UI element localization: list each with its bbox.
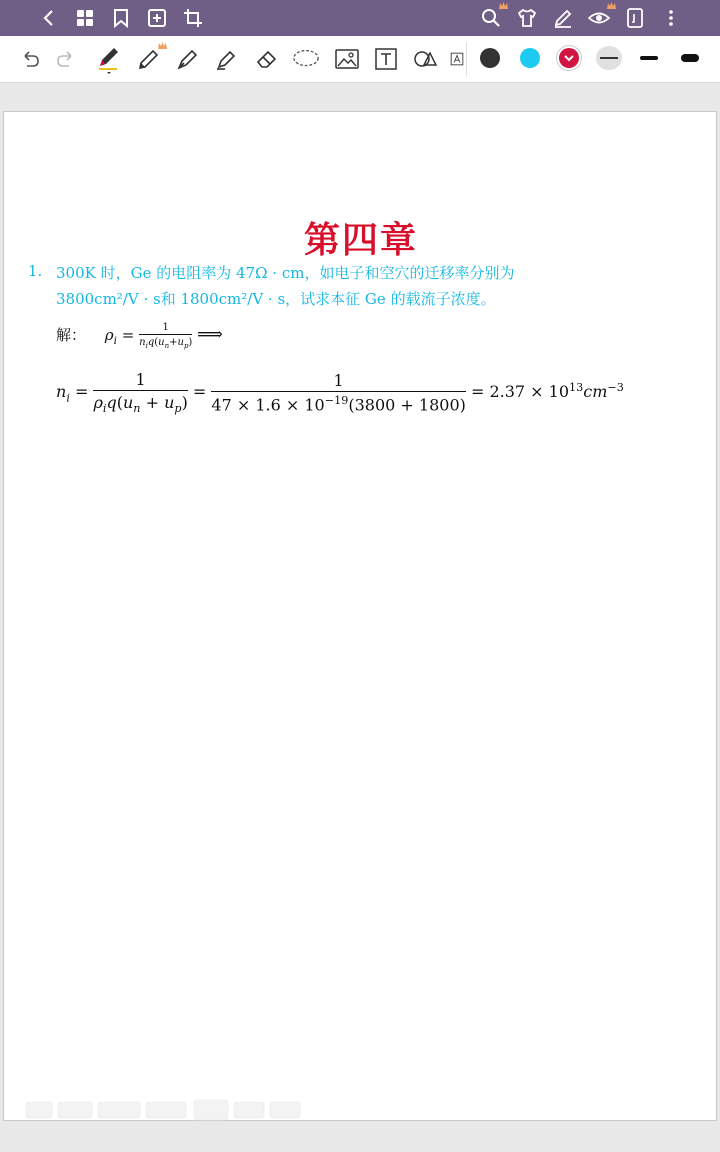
color-swatch-red-selected[interactable] <box>559 48 579 68</box>
crop-icon[interactable] <box>180 5 206 31</box>
eq2-unit: cm <box>583 382 608 402</box>
n-symbol: n <box>56 382 67 402</box>
page-card-icon[interactable] <box>622 5 648 31</box>
solution-equation-1: 解： $\rho_i$ = $\frac{1}{n_iq(u_n+u_p)}$ ⟹ <box>56 322 223 350</box>
rho-symbol: ρ <box>104 326 114 344</box>
search-icon[interactable] <box>478 5 504 31</box>
pen-icon[interactable] <box>95 45 123 73</box>
eq2-denominator: 47 × 1.6 × 10 <box>211 395 325 415</box>
lasso-icon[interactable] <box>292 45 320 73</box>
solution-equation-2: $n_i$ = $\frac{1}{\rho_iq(u_n + u_p)}$ = $\frac{1}{47 \times 1.6 \times 10^{-19}(3800 + 1800)}$ = $2.37 \times 10^{13}cm^{-3}$ <box>56 370 624 416</box>
image-icon[interactable] <box>333 45 361 73</box>
shirt-icon[interactable] <box>514 5 540 31</box>
implies-arrow: ⟹ <box>197 324 223 345</box>
eq2-result-exponent: 13 <box>569 380 584 394</box>
bookmark-icon[interactable] <box>108 5 134 31</box>
redo-icon[interactable] <box>52 45 80 73</box>
problem-number: 1. <box>28 262 43 280</box>
eq2-exponent: −19 <box>324 393 349 407</box>
problem-line-1: 300K 时，Ge 的电阻率为 47Ω · cm，如电子和空穴的迁移率分别为 <box>56 264 515 282</box>
eq2-unit-exponent: −3 <box>607 380 624 394</box>
fountain-pen-icon[interactable] <box>174 45 202 73</box>
stroke-medium[interactable] <box>640 56 658 60</box>
stroke-thin-selected[interactable] <box>596 46 622 70</box>
back-icon[interactable] <box>36 5 62 31</box>
problem-line-2: 3800cm²/V · s和 1800cm²/V · s，试求本征 Ge 的载流子浓度。 <box>56 290 496 308</box>
color-swatch-dark[interactable] <box>480 48 500 68</box>
eq1-numerator: 1 <box>139 322 192 335</box>
text-icon[interactable] <box>372 45 400 73</box>
eq2-numerator-2: 1 <box>211 371 465 392</box>
watermark-logo <box>24 1096 304 1122</box>
more-icon[interactable] <box>658 5 684 31</box>
add-page-icon[interactable] <box>144 5 170 31</box>
eye-icon[interactable] <box>586 5 612 31</box>
eq2-numerator-1: 1 <box>93 370 187 391</box>
text-recognition-icon[interactable] <box>450 45 464 73</box>
color-swatch-cyan[interactable] <box>520 48 540 68</box>
top-app-bar <box>0 0 720 36</box>
pen-edit-icon[interactable] <box>550 5 576 31</box>
grid-icon[interactable] <box>72 5 98 31</box>
eq2-result: = 2.37 × 10 <box>470 382 570 402</box>
eraser-icon[interactable] <box>253 45 281 73</box>
undo-icon[interactable] <box>16 45 44 73</box>
solution-label: 解： <box>56 326 87 344</box>
stroke-thick[interactable] <box>681 54 699 62</box>
eq2-denominator-tail: (3800 + 1800) <box>348 395 466 415</box>
highlighter-icon[interactable] <box>213 45 241 73</box>
note-page[interactable] <box>3 111 717 1121</box>
pencil-icon[interactable] <box>135 45 163 73</box>
toolbar-divider <box>466 42 467 76</box>
chapter-title: 第四章 <box>303 219 418 261</box>
shape-icon[interactable] <box>411 45 439 73</box>
